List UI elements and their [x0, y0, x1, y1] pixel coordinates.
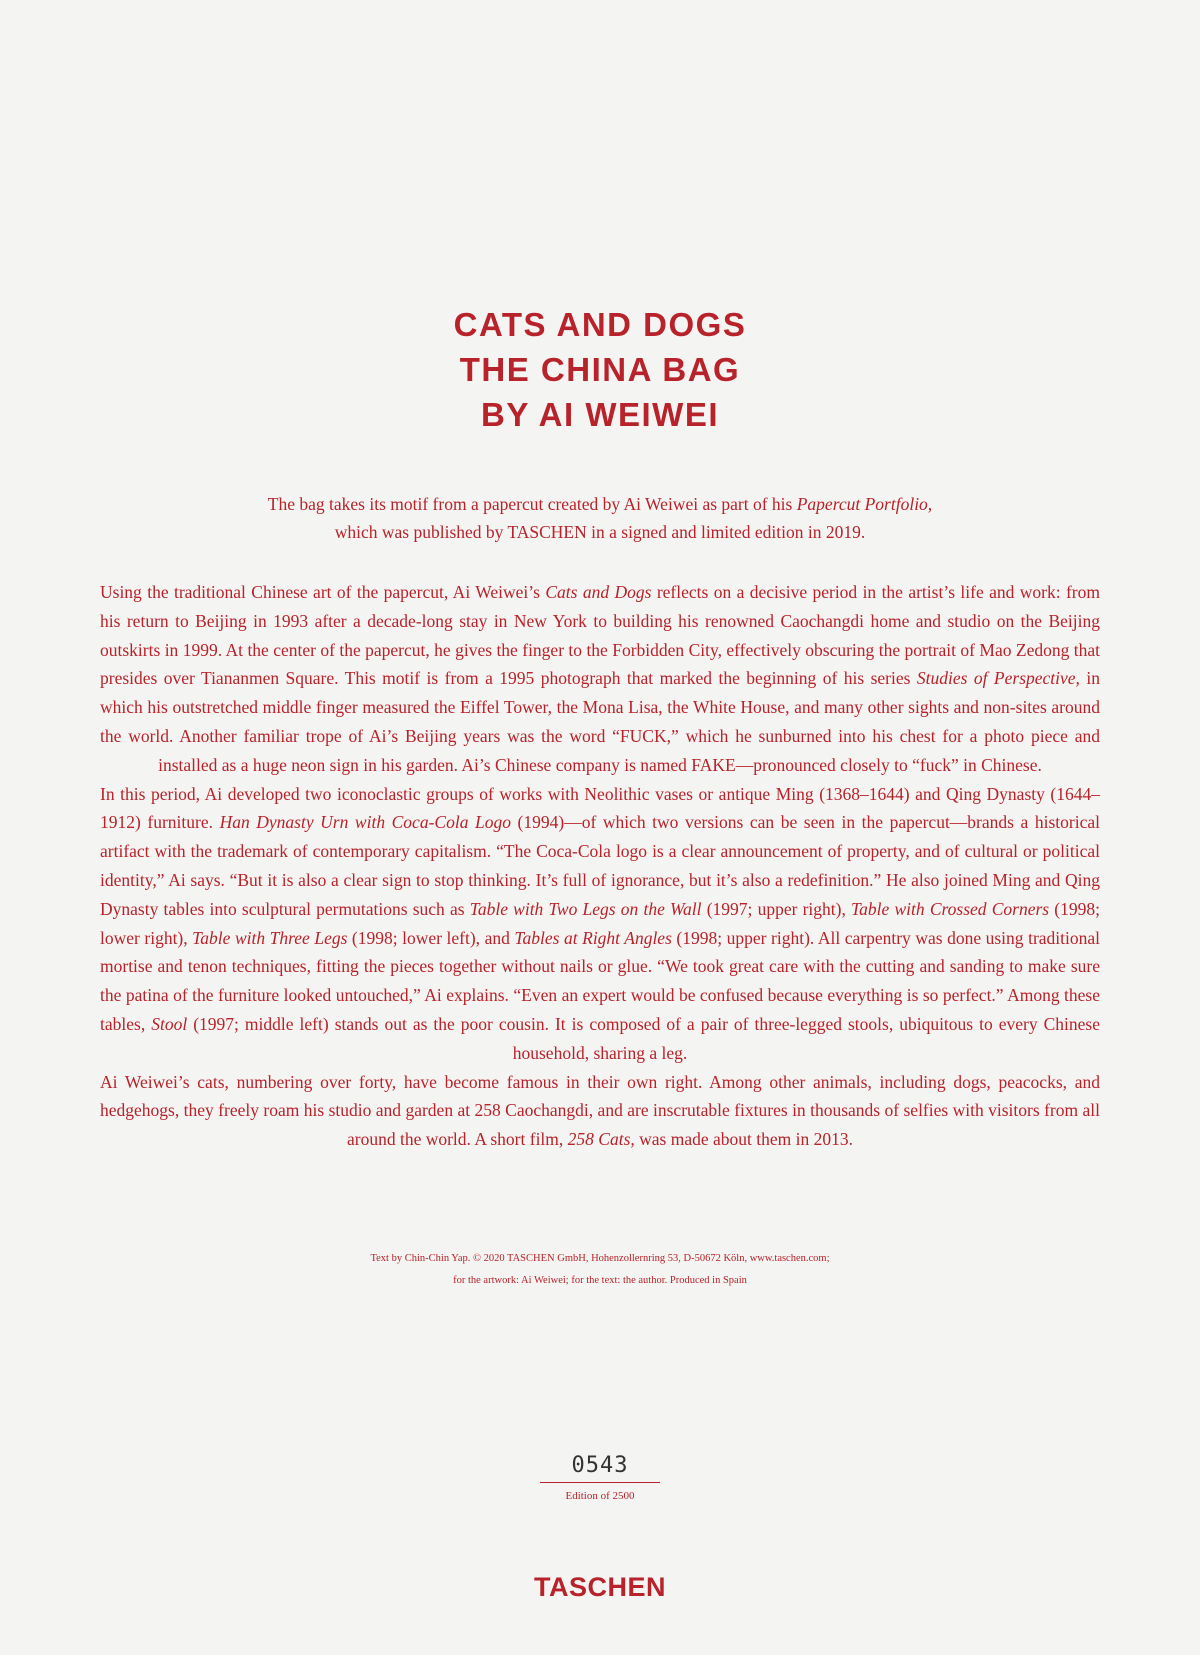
body-paragraph-1: [100, 578, 1100, 780]
p2-text-5: (1998; lower left), and: [347, 927, 515, 948]
title-line-1: CATS AND DOGS: [453, 306, 747, 343]
edition-label: Edition of 2500: [565, 1490, 635, 1502]
p3-text-2: was made about them in 2013.: [634, 1129, 854, 1150]
credits-line-1: Text by Chin-Chin Yap. © 2020 TASCHEN GmbH, Hohenzollernring 53, D-50672 Köln, www.taschen.com;: [370, 1253, 830, 1264]
title-line-3: BY AI WEIWEI: [480, 396, 719, 433]
p1-text-1: Using the traditional Chinese art of the papercut, Ai Weiwei’s: [100, 582, 546, 602]
p3-italic-1: 258 Cats,: [567, 1129, 635, 1150]
publisher-logo: TASCHEN: [533, 1572, 666, 1602]
credits: [200, 1248, 1000, 1292]
page-title: [0, 302, 1200, 437]
p2-italic-3: Table with Crossed Corners: [851, 898, 1050, 919]
body-text: [100, 578, 1100, 1154]
edition-divider: [540, 1482, 660, 1483]
p2-italic-5: Tables at Right Angles: [514, 927, 672, 948]
title-line-2: THE CHINA BAG: [459, 351, 741, 388]
intro-line-1-text: The bag takes its motif from a papercut created by Ai Weiwei as part of his: [267, 494, 797, 514]
p1-text-3: in which his outstretched middle finger measured the Eiffel Tower, the Mona Lisa, the White House, and many other sights and non-sites around the world. Another familiar trope of Ai’s Beijing years was the word “FUCK,” which he sunburned into his chest for a photo piece and installed as a huge neon sign in his garden. Ai’s Chinese company is named FAKE—pronounced closely to “fuck” in Chinese.: [100, 668, 1100, 775]
p1-text-2: reflects on a decisive period in the artist’s life and work: from his return to Beijing in 1993 after a decade-long stay in New York to building his renowned Caochangdi home and studio on the Beijing outskirts in 1999. At the center of the papercut, he gives the finger to the Forbidden City, effectively obscuring the portrait of Mao Zedong that presides over Tiananmen Square. This motif is from a 1995 photograph that marked the beginning of his series: [100, 582, 1100, 689]
p2-text-7: (1997; middle left) stands out as the poor cousin. It is composed of a pair of three-legged stools, ubiquitous to every Chinese household, sharing a leg.: [187, 1013, 1100, 1063]
credits-line-2: for the artwork: Ai Weiwei; for the text: the author. Produced in Spain: [453, 1275, 747, 1286]
p2-text-4: (1998; lower right),: [100, 898, 1100, 948]
p2-text-1: In this period, Ai developed two iconoclastic groups of works with Neolithic vases or antique Ming (1368–1644) and Qing Dynasty (1644–1912) furniture.: [100, 783, 1100, 833]
p1-italic-2: Studies of Perspective,: [916, 668, 1080, 689]
intro-line-1-italic: Papercut Portfolio,: [796, 494, 933, 514]
body-paragraph-3: [100, 1068, 1100, 1154]
p2-italic-1: Han Dynasty Urn with Coca-Cola Logo: [219, 812, 511, 833]
intro-line-2: which was published by TASCHEN in a signed and limited edition in 2019.: [334, 522, 866, 542]
body-paragraph-2: [100, 780, 1100, 1068]
edition-block: [540, 1452, 660, 1503]
p2-text-6: (1998; upper right). All carpentry was done using traditional mortise and tenon techniques, fitting the pieces together without nails or glue. “We took great care with the cutting and sanding to make sure the patina of the furniture looked untouched,” Ai explains. “Even an expert would be confused because everything is so perfect.” Among these tables,: [100, 927, 1100, 1034]
p2-text-3: (1997; upper right),: [701, 898, 852, 919]
p1-italic-1: Cats and Dogs: [545, 582, 652, 602]
edition-number: 0543: [571, 1453, 629, 1478]
intro-text: [150, 490, 1050, 546]
intro-line-1: [150, 490, 1050, 518]
p2-italic-6: Stool: [151, 1013, 188, 1034]
p3-text-1: Ai Weiwei’s cats, numbering over forty, have become famous in their own right. Among other animals, including dogs, peacocks, and hedgehogs, they freely roam his studio and garden at 258 Caochangdi, and are inscrutable fixtures in thousands of selfies with visitors from all around the world. A short film,: [100, 1071, 1100, 1150]
p2-italic-2: Table with Two Legs on the Wall: [469, 898, 702, 919]
p2-italic-4: Table with Three Legs: [192, 927, 348, 948]
p2-text-2: (1994)—of which two versions can be seen in the papercut—brands a historical artifact with the trademark of contemporary capitalism. “The Coca-Cola logo is a clear announcement of property, and of cultural or political identity,” Ai says. “But it is also a clear sign to stop thinking. It’s full of ignorance, but it’s also a redefinition.” He also joined Ming and Qing Dynasty tables into sculptural permutations such as: [100, 812, 1100, 919]
